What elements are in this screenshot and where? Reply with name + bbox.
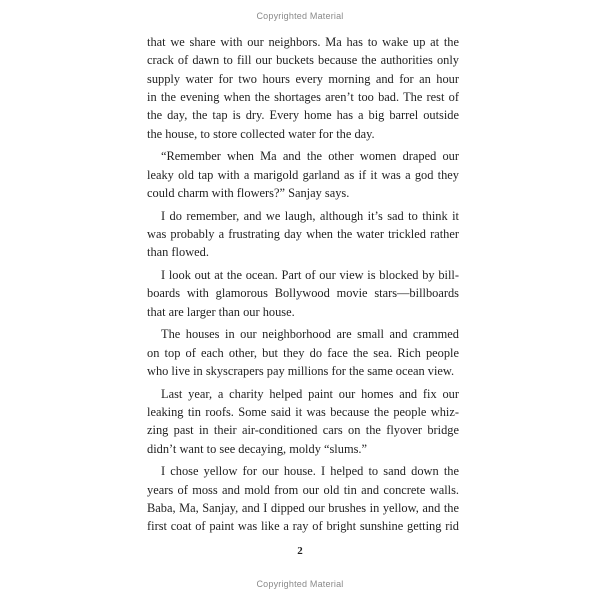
text-line: that are larger than our house. bbox=[147, 304, 295, 319]
text-line: crack of dawn to fill our buckets because the authorities only bbox=[147, 53, 459, 68]
text-line: Last year, a charity helped paint our homes and fix our bbox=[161, 386, 459, 401]
body-text bbox=[147, 33, 459, 540]
copyright-notice-top: Copyrighted Material bbox=[256, 11, 344, 21]
text-line: in the evening when the shortages aren’t too bad. The rest of bbox=[147, 90, 459, 105]
text-line: the day, the tap is dry. Every home has a big barrel outside bbox=[147, 108, 459, 123]
paragraph bbox=[147, 266, 459, 321]
text-line: first coat of paint was like a ray of bright sunshine getting rid bbox=[147, 519, 459, 534]
text-line: that we share with our neighbors. Ma has to wake up at the bbox=[147, 35, 459, 49]
text-line: The houses in our neighborhood are small and crammed bbox=[161, 327, 459, 342]
text-line: zing past in their air-conditioned cars on the flyover bridge bbox=[147, 423, 459, 438]
text-line: I look out at the ocean. Part of our view is blocked by bill- bbox=[161, 268, 459, 283]
text-line: on top of each other, but they do face the sea. Rich people bbox=[147, 345, 459, 360]
copyright-notice-bottom: Copyrighted Material bbox=[256, 579, 344, 589]
text-line: could charm with flowers?” Sanjay says. bbox=[147, 186, 350, 201]
text-line: supply water for two hours every morning and for an hour bbox=[147, 71, 459, 86]
text-line: boards with glamorous Bollywood movie stars—billboards bbox=[147, 286, 459, 301]
text-line: leaky old tap with a marigold garland as if it was a god they bbox=[147, 167, 459, 182]
text-line: didn’t want to see decaying, moldy “slums.” bbox=[147, 441, 368, 456]
text-line: “Remember when Ma and the other women draped our bbox=[161, 149, 459, 164]
text-line: was probably a frustrating day when the water trickled rather bbox=[147, 227, 459, 242]
text-line: I do remember, and we laugh, although it’s sad to think it bbox=[161, 208, 459, 223]
paragraph bbox=[147, 462, 459, 535]
paragraph bbox=[147, 385, 459, 458]
text-line: leaking tin roofs. Some said it was because the people whiz- bbox=[147, 405, 459, 420]
text-line: years of moss and mold from our old tin and concrete walls. bbox=[147, 482, 459, 497]
page-number: 2 bbox=[297, 545, 303, 557]
paragraph bbox=[147, 33, 459, 143]
text-line: than flowed. bbox=[147, 245, 209, 260]
text-line: the house, to store collected water for the day. bbox=[147, 126, 375, 141]
text-line: I chose yellow for our house. I helped to sand down the bbox=[161, 464, 459, 479]
text-line: Baba, Ma, Sanjay, and I dipped our brushes in yellow, and the bbox=[147, 501, 459, 516]
paragraph bbox=[147, 207, 459, 262]
paragraph bbox=[147, 325, 459, 380]
paragraph bbox=[147, 147, 459, 202]
text-line: who live in skyscrapers pay millions for the same ocean view. bbox=[147, 364, 455, 379]
